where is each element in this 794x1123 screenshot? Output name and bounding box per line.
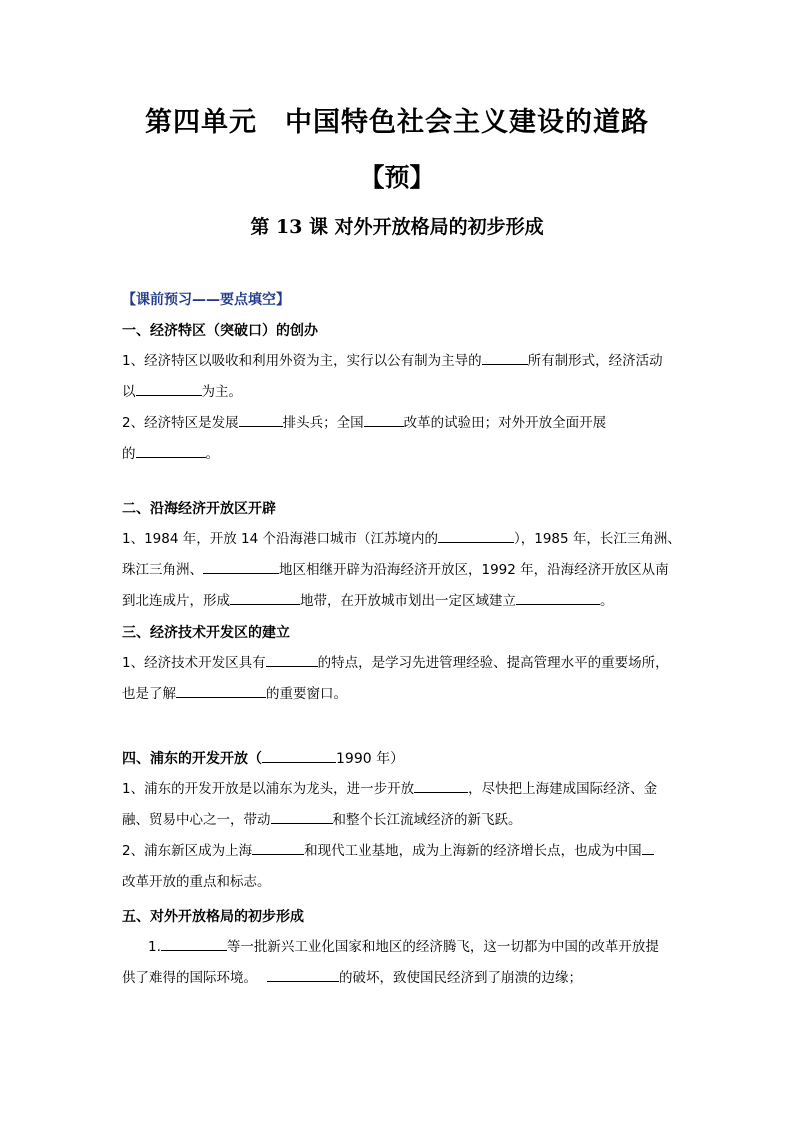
blank-field[interactable] [267, 967, 339, 982]
unit-title: 第四单元 中国特色社会主义建设的道路 [145, 107, 649, 138]
blank-field[interactable] [161, 936, 227, 951]
section-5-heading: 五、对外开放格局的初步形成 [122, 909, 304, 925]
blank-field[interactable] [176, 683, 266, 698]
blank-field[interactable] [271, 809, 333, 824]
text-run: 为主。 [201, 384, 242, 400]
section-3-heading: 三、经济技术开发区的建立 [122, 625, 290, 641]
preview-title: 【预】 [359, 163, 435, 192]
text-run: 1990 年） [336, 751, 405, 767]
text-run: 排头兵；全国 [282, 415, 364, 431]
section-1-para-1 [122, 346, 682, 408]
text-run: 地带，在开放城市划出一定区域建立 [300, 593, 516, 609]
section-3-para-1 [122, 648, 682, 710]
text-run: ），1985 年，长江三角洲、 [514, 531, 681, 547]
blank-field[interactable] [642, 840, 654, 855]
blank-field[interactable] [262, 748, 336, 763]
text-run: 以 [122, 384, 136, 400]
text-run: 供了难得的国际环境。 [122, 970, 257, 986]
section-2-heading: 二、沿海经济开放区开辟 [122, 501, 276, 517]
section-1-heading: 一、经济特区（突破口）的创办 [122, 323, 318, 339]
section-tag: 【课前预习——要点填空】 [122, 292, 290, 308]
text-run: 珠江三角洲、 [122, 562, 203, 578]
blank-field[interactable] [239, 412, 283, 427]
text-run: 1、经济特区以吸收和利用外资为主，实行以公有制为主导的 [122, 353, 482, 369]
text-run: 1、经济技术开发区具有 [122, 655, 266, 671]
blank-field[interactable] [438, 528, 514, 543]
section-4-para-2 [122, 836, 682, 898]
text-run: 的 [122, 446, 136, 462]
text-run: 1. [148, 939, 161, 955]
blank-field[interactable] [203, 559, 279, 574]
text-run: 和整个长江流域经济的新飞跃。 [332, 812, 522, 828]
text-run: ，尽快把上海建成国际经济、金 [468, 781, 658, 797]
blank-field[interactable] [482, 350, 528, 365]
text-run: 2、浦东新区成为上海 [122, 843, 253, 859]
text-run: 的重要窗口。 [266, 686, 347, 702]
text-run: 四、浦东的开发开放（ [122, 751, 262, 767]
blank-field[interactable] [136, 443, 206, 458]
text-run: 到北连成片，形成 [122, 593, 230, 609]
blank-field[interactable] [230, 590, 300, 605]
text-run: 。 [205, 446, 219, 462]
text-run: 地区相继开辟为沿海经济开放区，1992 年，沿海经济开放区从南 [279, 562, 669, 578]
section-1-para-2 [122, 408, 682, 470]
blank-field[interactable] [414, 778, 468, 793]
section-4-heading [122, 748, 404, 768]
section-4-para-1 [122, 774, 682, 836]
lesson-title: 第 13 课 对外开放格局的初步形成 [250, 216, 544, 238]
text-run: 1、浦东的开发开放是以浦东为龙头，进一步开放 [122, 781, 415, 797]
text-run: 融、贸易中心之一，带动 [122, 812, 271, 828]
text-run: 的破坏，致使国民经济到了崩溃的边缘； [339, 970, 582, 986]
text-run: 改革开放的重点和标志。 [122, 874, 271, 890]
text-run: 的特点，是学习先进管理经验、提高管理水平的重要场所， [317, 655, 669, 671]
text-run: 和现代工业基地，成为上海新的经济增长点，也成为中国 [304, 843, 642, 859]
text-run: 也是了解 [122, 686, 176, 702]
text-run: 1、1984 年，开放 14 个沿海港口城市（江苏境内的 [122, 531, 438, 547]
blank-field[interactable] [516, 590, 600, 605]
section-2-para-1 [122, 524, 682, 617]
text-run: 等一批新兴工业化国家和地区的经济腾飞，这一切都为中国的改革开放提 [226, 939, 659, 955]
text-run: 所有制形式，经济活动 [527, 353, 663, 369]
text-run: 。 [600, 593, 614, 609]
blank-field[interactable] [364, 412, 404, 427]
blank-field[interactable] [252, 840, 304, 855]
blank-field[interactable] [266, 652, 318, 667]
blank-field[interactable] [136, 381, 202, 396]
section-5-para-1 [122, 932, 682, 994]
text-run: 2、经济特区是发展 [122, 415, 239, 431]
text-run: 改革的试验田；对外开放全面开展 [403, 415, 607, 431]
